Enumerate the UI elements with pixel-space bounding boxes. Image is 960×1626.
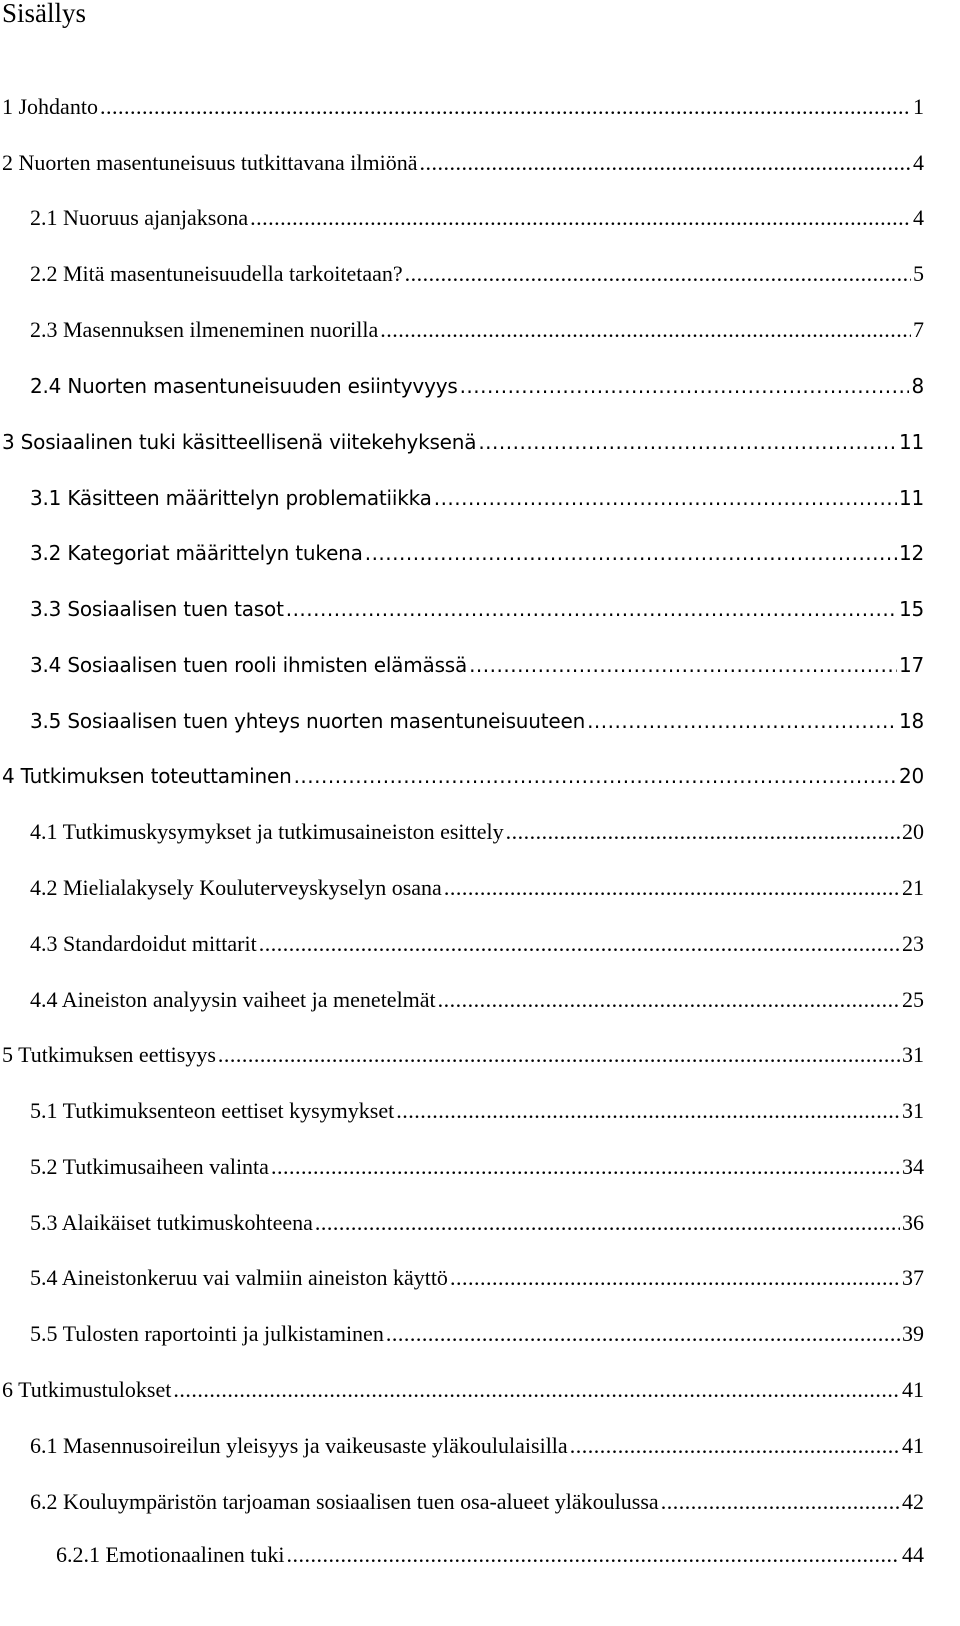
toc-entry[interactable] (30, 539, 924, 567)
toc-dot-leader (386, 1320, 900, 1348)
toc-entry[interactable] (30, 818, 924, 846)
toc-entry-page: 25 (902, 987, 924, 1012)
toc-entry-page: 15 (898, 597, 924, 621)
toc-entry[interactable] (30, 484, 924, 512)
toc-dot-leader (438, 986, 900, 1014)
toc-entry-title: 4.4 Aineiston analyysin vaiheet ja menetelmät (30, 987, 436, 1012)
toc-dot-leader (396, 1097, 900, 1125)
toc-entry-page: 8 (911, 374, 924, 398)
toc-entry-title: 3.1 Käsitteen määrittelyn problematiikka (30, 486, 432, 510)
toc-entry-page: 23 (902, 931, 924, 956)
toc-entry-page: 41 (902, 1377, 924, 1402)
toc-entry-title: 6.1 Masennusoireilun yleisyys ja vaikeusaste yläkoululaisilla (30, 1433, 568, 1458)
toc-entry-page: 17 (898, 653, 924, 677)
toc-dot-leader (434, 484, 897, 512)
toc-entry-title: 3 Sosiaalinen tuki käsitteellisenä viitekehyksenä (2, 430, 477, 454)
toc-dot-leader (460, 372, 910, 400)
toc-entry-page: 20 (902, 819, 924, 844)
toc-dot-leader (218, 1041, 900, 1069)
toc-entry-title: 4.1 Tutkimuskysymykset ja tutkimusaineiston esittely (30, 819, 504, 844)
toc-entry[interactable] (30, 930, 924, 958)
toc-entry[interactable] (2, 1376, 924, 1404)
toc-dot-leader (478, 428, 897, 456)
toc-dot-leader (315, 1209, 900, 1237)
toc-entry-title: 3.3 Sosiaalisen tuen tasot (30, 597, 284, 621)
toc-entry[interactable] (2, 762, 924, 790)
toc-entry-page: 31 (902, 1042, 924, 1067)
toc-entry-title: 6 Tutkimustulokset (2, 1377, 172, 1402)
toc-entry[interactable] (30, 1097, 924, 1125)
toc-entry[interactable] (30, 595, 924, 623)
toc-entry-page: 20 (898, 764, 924, 788)
toc-entry[interactable] (30, 316, 924, 344)
toc-entry-page: 36 (902, 1210, 924, 1235)
toc-entry-title: 5.2 Tutkimusaiheen valinta (30, 1154, 269, 1179)
toc-entry-title: 2.1 Nuoruus ajanjaksona (30, 205, 249, 230)
toc-entry-page: 34 (902, 1154, 924, 1179)
toc-entry[interactable] (30, 1209, 924, 1237)
toc-dot-leader (294, 762, 897, 790)
toc-entry-title: 3.2 Kategoriat määrittelyn tukena (30, 541, 363, 565)
toc-dot-leader (469, 651, 897, 679)
toc-entry-title: 5 Tutkimuksen eettisyys (2, 1042, 216, 1067)
toc-entry-title: 5.3 Alaikäiset tutkimuskohteena (30, 1210, 313, 1235)
toc-dot-leader (271, 1153, 900, 1181)
toc-entry-page: 11 (898, 430, 924, 454)
toc-entry-page: 41 (902, 1433, 924, 1458)
toc-entry-title: 4.3 Standardoidut mittarit (30, 931, 257, 956)
toc-entry-page: 44 (902, 1542, 924, 1567)
toc-entry[interactable] (30, 986, 924, 1014)
toc-entry[interactable] (30, 1432, 924, 1460)
toc-dot-leader (661, 1488, 900, 1516)
toc-entry-title: 4 Tutkimuksen toteuttaminen (2, 764, 292, 788)
toc-entry-page: 12 (898, 541, 924, 565)
toc-entry-title: 6.2.1 Emotionaalinen tuki (56, 1542, 285, 1567)
toc-dot-leader (506, 818, 900, 846)
toc-dot-leader (100, 93, 911, 121)
toc-entry[interactable] (2, 428, 924, 456)
toc-dot-leader (286, 595, 897, 623)
toc-entry-page: 5 (913, 261, 924, 286)
toc-entry-page: 7 (913, 317, 924, 342)
toc-dot-leader (444, 874, 900, 902)
toc-entry-title: 6.2 Kouluympäristön tarjoaman sosiaalisen tuen osa-alueet yläkoulussa (30, 1489, 659, 1514)
toc-entry-page: 21 (902, 875, 924, 900)
toc-entry-title: 3.4 Sosiaalisen tuen rooli ihmisten elämässä (30, 653, 468, 677)
toc-entry-title: 2.2 Mitä masentuneisuudella tarkoitetaan? (30, 261, 403, 286)
toc-entry-page: 42 (902, 1489, 924, 1514)
toc-entry[interactable] (2, 1041, 924, 1069)
toc-entry[interactable] (30, 372, 924, 400)
toc-entry-title: 1 Johdanto (2, 94, 98, 119)
toc-entry-page: 37 (902, 1265, 924, 1290)
toc-entry-page: 4 (913, 150, 924, 175)
toc-dot-leader (380, 316, 911, 344)
toc-entry-title: 4.2 Mielialakysely Kouluterveyskyselyn osana (30, 875, 442, 900)
toc-entry[interactable] (2, 93, 924, 121)
toc-entry[interactable] (30, 1153, 924, 1181)
toc-entry[interactable] (30, 204, 924, 232)
toc-dot-leader (419, 149, 911, 177)
toc-entry[interactable] (30, 651, 924, 679)
toc-entry-page: 4 (913, 205, 924, 230)
toc-dot-leader (259, 930, 900, 958)
toc-dot-leader (365, 539, 897, 567)
toc-entry-title: 2.4 Nuorten masentuneisuuden esiintyvyys (30, 374, 458, 398)
toc-entry-page: 18 (898, 709, 924, 733)
toc-dot-leader (587, 707, 897, 735)
toc-entry[interactable] (30, 1488, 924, 1516)
toc-entry[interactable] (30, 707, 924, 735)
toc-entry-page: 39 (902, 1321, 924, 1346)
toc-entry[interactable] (30, 1264, 924, 1292)
page-title: Sisällys (2, 0, 87, 28)
toc-entry-title: 5.4 Aineistonkeruu vai valmiin aineiston käyttö (30, 1265, 448, 1290)
toc-entry-title: 2 Nuorten masentuneisuus tutkittavana ilmiönä (2, 150, 418, 175)
toc-entry[interactable] (30, 260, 924, 288)
toc-dot-leader (250, 204, 911, 232)
toc-dot-leader (570, 1432, 900, 1460)
toc-entry-page: 11 (898, 486, 924, 510)
toc-dot-leader (450, 1264, 900, 1292)
toc-entry-title: 5.5 Tulosten raportointi ja julkistaminen (30, 1321, 384, 1346)
toc-entry-title: 5.1 Tutkimuksenteon eettiset kysymykset (30, 1098, 395, 1123)
toc-entry[interactable] (30, 1320, 924, 1348)
toc-entry[interactable] (56, 1541, 924, 1569)
toc-entry[interactable] (2, 149, 924, 177)
toc-entry[interactable] (30, 874, 924, 902)
toc-entry-page: 1 (913, 94, 924, 119)
toc-dot-leader (173, 1376, 900, 1404)
toc-entry-title: 2.3 Masennuksen ilmeneminen nuorilla (30, 317, 379, 342)
toc-dot-leader (287, 1541, 900, 1569)
toc-dot-leader (405, 260, 911, 288)
toc-entry-title: 3.5 Sosiaalisen tuen yhteys nuorten masentuneisuuteen (30, 709, 586, 733)
toc-entry-page: 31 (902, 1098, 924, 1123)
